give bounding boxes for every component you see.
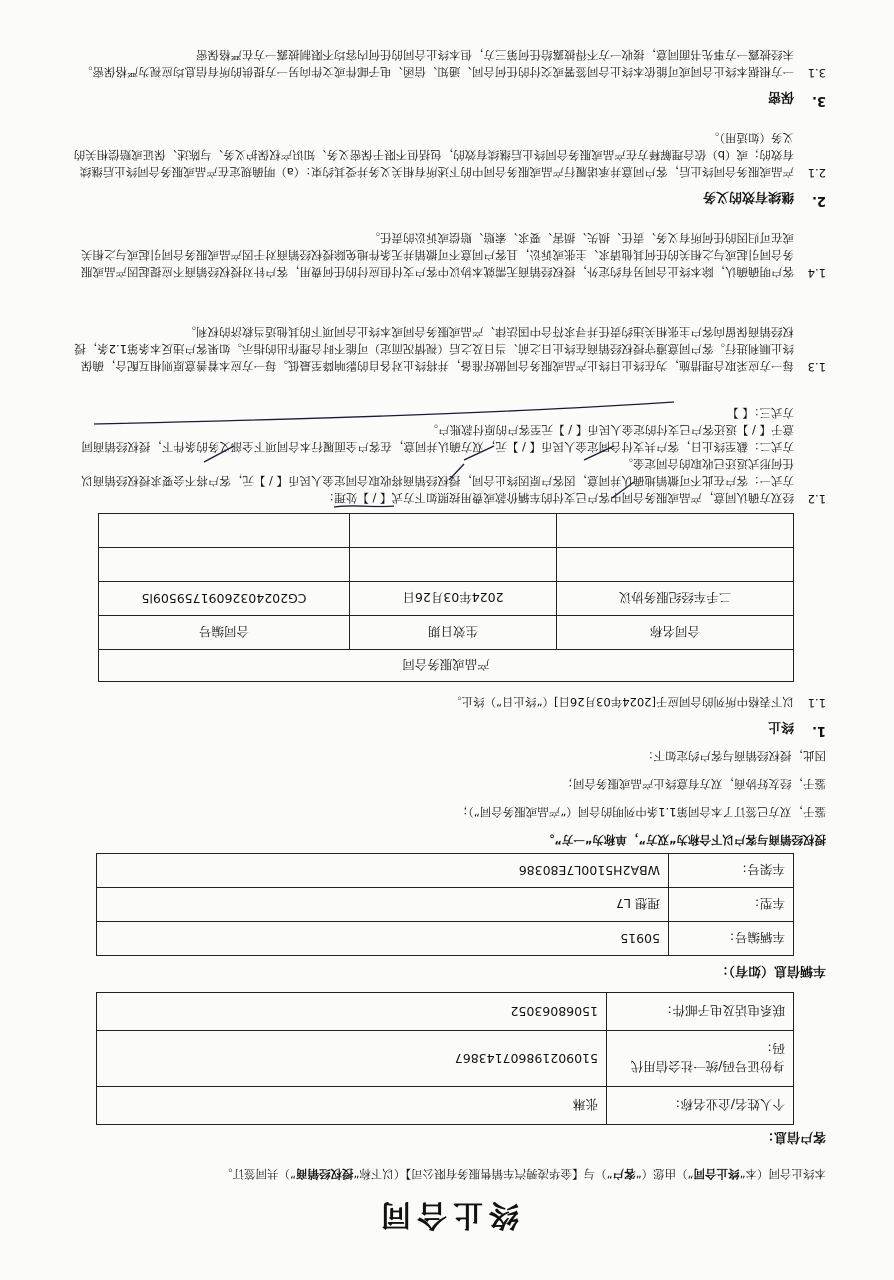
intro-text-bold: 客户	[612, 1167, 636, 1181]
section-1-number: 1.	[812, 723, 826, 738]
page-title: 终止合同	[375, 1197, 519, 1232]
clause-number: 1.2	[807, 492, 826, 506]
table-header: 合同编号	[99, 616, 350, 650]
table-cell-label: 联系电话及电子邮件：	[607, 993, 794, 1031]
table-cell: 2024年03月26日	[350, 582, 557, 616]
clause-1-2-line: 经双方确认同意，产品或服务合同中客户已支付的车辆价款或费用按照如下方式【 / 】处理：	[322, 491, 794, 505]
table-cell: 二手车经纪服务协议	[557, 582, 794, 616]
intro-text: ”）由您（“	[635, 1167, 694, 1181]
table-row	[99, 514, 794, 548]
handwritten-slash-mark	[204, 446, 234, 462]
table-row	[99, 548, 794, 582]
handwritten-slash-mark	[584, 446, 614, 460]
table-cell	[350, 514, 557, 548]
intro-text: ”）共同签订。	[220, 1167, 296, 1181]
table-row	[97, 993, 794, 1031]
clause-number: 3.1	[807, 66, 826, 80]
handwritten-strike-marks	[74, 370, 794, 510]
section-3-heading: 保密	[767, 89, 794, 104]
terminated-contracts-table	[98, 513, 794, 682]
clause-1-2-option-1: 方式一：客户在此不可撤销地确认并同意，因客户原因终止合同，授权经销商将收取合同定金人民币【 / 】元，客户将不会要求授权经销商以任何形式返还已收取的合同定金。	[81, 457, 794, 488]
table-header-row	[99, 616, 794, 650]
table-cell-label: 车辆编号：	[669, 922, 794, 956]
intro-text-bold: 授权经销商	[295, 1167, 354, 1181]
table-cell-label: 车架号：	[669, 854, 794, 888]
customer-heading: 客户信息：	[760, 1129, 826, 1144]
table-cell-value: 15068063052	[97, 993, 607, 1031]
handwritten-slash-mark	[449, 464, 464, 480]
agreement-statement: 因此，授权经销商与客户约定如下：	[642, 749, 826, 763]
whereas-clause-2: 鉴于，经友好协商，双方有意终止产品或服务合同；	[561, 777, 826, 791]
handwritten-slash-mark	[612, 482, 634, 498]
intro-text-bold: 终止合同	[693, 1167, 740, 1181]
table-title-row	[99, 650, 794, 682]
table-cell-label: 个人姓名/企业名称：	[607, 1087, 794, 1125]
table-row	[97, 854, 794, 888]
table-cell	[99, 548, 350, 582]
table-cell-value: WBA2H5100L7E80386	[97, 854, 669, 888]
table-cell-value: 50915	[97, 922, 669, 956]
clause-1-1: 以下表格中所列的合同应于[2024年03月26日]（“终止日”）终止。	[450, 695, 794, 709]
section-2-heading: 继续有效的义务	[702, 189, 794, 204]
parties-definition: 授权经销商与客户以下合称为“双方”，单称为“一方”。	[542, 833, 826, 847]
intro-text: ”）与【金华凌骋汽车销售服务有限公司】（以下称“	[353, 1167, 613, 1181]
table-cell-value: 510902198607143867	[97, 1031, 607, 1087]
table-cell	[557, 548, 794, 582]
clause-number: 1.4	[807, 266, 826, 280]
vehicle-info-table	[96, 853, 794, 956]
table-header: 生效日期	[350, 616, 557, 650]
table-row	[97, 1087, 794, 1125]
section-2-number: 2.	[812, 193, 826, 208]
clause-number: 1.3	[807, 360, 826, 374]
clause-1-4: 客户明确确认，除本终止合同另有约定外，授权经销商无需就本协议中客户支付但应付的任何费用，客户针对授权经销商不应提起因产品或服务合同引起或与之相关的任何其他请求、主张或诉讼，且客户同意不可撤销并无条件地免除授权经销商对于因产品或服务合同引起或与之相关或在可归因的任何所有义务、责任、损失、损害、要求、索赔、赔偿或诉讼的责任。	[81, 231, 794, 279]
table-cell	[350, 548, 557, 582]
table-cell-label: 身份证号码/统一社会信用代码：	[607, 1031, 794, 1087]
table-header: 合同名称	[557, 616, 794, 650]
table-cell: CG20240326091759509l5	[99, 582, 350, 616]
table-title: 产品或服务合同	[99, 650, 794, 682]
clause-3-1: 一方根据本终止合同或可能依本终止合同签署或交付的任何合同、通知、信函、电子邮件或文件向另一方提供的所有信息均应视为严格保密。未经披露一方事先书面同意，接收一方不得披露给任何第三方，但本终止合同的任何内容均不限制披露一方在严格保密	[81, 48, 794, 79]
handwritten-strike-line	[94, 402, 674, 424]
handwritten-slash-mark	[334, 506, 394, 507]
table-cell-value: 理想 L7	[97, 888, 669, 922]
section-1-heading: 终止	[767, 719, 794, 734]
clause-1-3: 每一方应采取合理措施，为在终止日终止产品或服务合同做好准备，并将终止对各自的影响降至最低。每一方应本着善意原则相互配合，确保终止顺利进行。客户同意遵守授权经销商在终止日之前、当日及之后（视情况而定）可能不时合理作出的指示。如果客户违反本条第1.2条，授权经销商保留向客户主张相关违约责任并寻求符合中国法律、产品或服务合同或本终止合同项下的其他适当救济的权利。	[74, 325, 794, 373]
table-cell-label: 车型：	[669, 888, 794, 922]
table-row	[97, 888, 794, 922]
clause-number: 2.1	[807, 166, 826, 180]
customer-info-table	[96, 992, 794, 1125]
whereas-clause-1: 鉴于，双方已签订了本合同第1.1条中列明的合同（“产品或服务合同”）；	[456, 805, 826, 819]
handwritten-slash-mark	[464, 446, 494, 460]
table-row	[97, 922, 794, 956]
table-cell	[557, 514, 794, 548]
intro-text: 本终止合同（本“	[739, 1167, 826, 1181]
clause-1-2-option-2: 方式二：截至终止日，客户共支付合同定金人民币【 / 】元，双方确认并同意，在客户全面履行本合同项下全部义务的条件下，授权经销商同意于【 / 】返还客户已支付的定金人民币【 / 】元至客户的原付款账户。	[81, 423, 794, 454]
table-cell	[99, 514, 350, 548]
clause-2-1: 产品或服务合同终止后，客户同意并承诺履行产品或服务合同中的下述所有相关义务并受其约束：（a）明确规定在产品或服务合同终止后继续有效的；或（b）依合理解释方在产品或服务合同终止后继续有效的，包括但不限于保密义务、知识产权保护义务、与陈述、保证或赔偿相关的义务（如适用）。	[73, 131, 794, 179]
clause-1-2-option-3: 方式三：【 】	[727, 406, 794, 420]
table-row	[97, 1031, 794, 1087]
clause-number: 1.1	[807, 696, 826, 710]
section-3-number: 3.	[812, 93, 826, 108]
vehicle-heading: 车辆信息（如有）：	[715, 963, 826, 978]
table-cell-value: 张琳	[97, 1087, 607, 1125]
intro-paragraph	[56, 1165, 826, 1182]
table-row	[99, 582, 794, 616]
